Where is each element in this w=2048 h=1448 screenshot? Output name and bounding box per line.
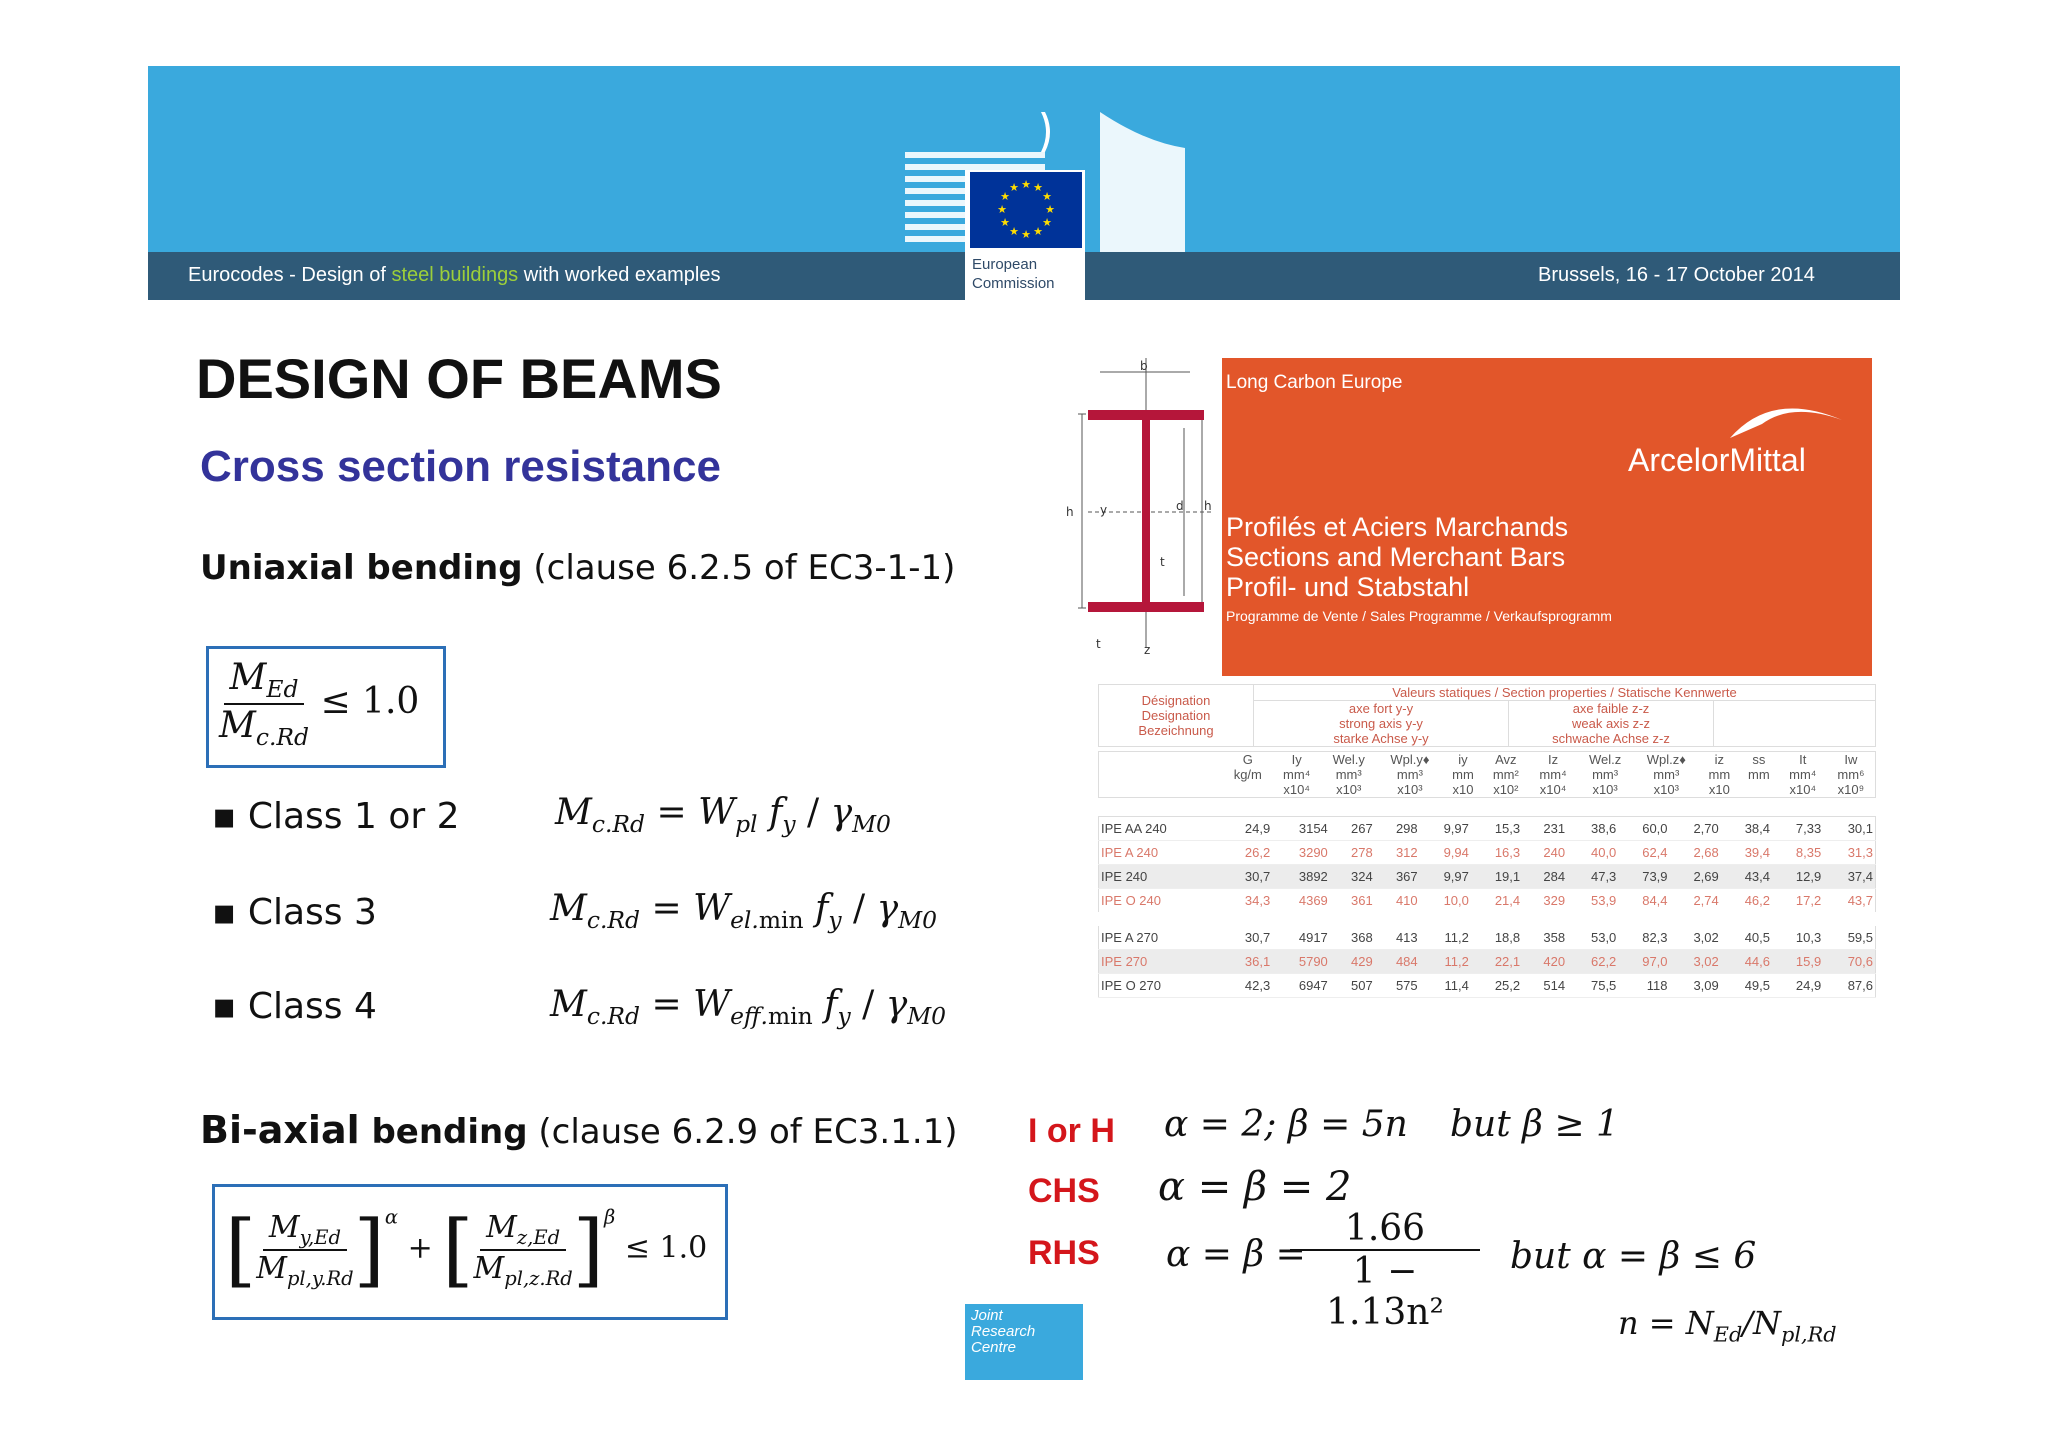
table-cell: IPE A 240: [1099, 841, 1222, 865]
data-table: [1098, 816, 1876, 998]
class-3-label: ▪ Class 3: [212, 892, 377, 933]
table-cell: 3892: [1272, 865, 1330, 889]
table-cell: 31,3: [1823, 841, 1875, 865]
table-cell: 62,2: [1567, 950, 1618, 974]
table-cell: 43,7: [1823, 889, 1875, 920]
table-mult-cell: x10: [1452, 782, 1474, 797]
table-cols-cell: G: [1242, 752, 1253, 767]
svg-text:z: z: [1144, 643, 1151, 657]
cover-line-3: Profil- und Stabstahl: [1226, 572, 1470, 602]
table-cell: 37,4: [1823, 865, 1875, 889]
table-cell: 324: [1330, 865, 1375, 889]
table-cell: 413: [1375, 919, 1420, 950]
units-table: [1098, 751, 1876, 798]
svg-text:★: ★: [997, 203, 1007, 216]
table-row: [1099, 889, 1876, 920]
table-cell: 97,0: [1618, 950, 1669, 974]
table-cell: 8,35: [1772, 841, 1823, 865]
case-i-h-formula: α = 2; β = 5n: [1164, 1104, 1408, 1145]
table-cols-cell: Wpl.z♦: [1646, 752, 1686, 767]
svg-text:★: ★: [1021, 178, 1031, 191]
cover-line-4: Programme de Vente / Sales Programme / Verkaufsprogramm: [1226, 608, 1612, 624]
table-cols-cell: iy: [1458, 752, 1468, 767]
svg-text:b: b: [1140, 359, 1148, 373]
table-cell: 284: [1522, 865, 1567, 889]
table-cell: 36,1: [1221, 950, 1272, 974]
table-units-cell: kg/m: [1233, 767, 1262, 782]
table-cell: 75,5: [1567, 974, 1618, 998]
table-cell: IPE O 240: [1099, 889, 1222, 920]
svg-text:d: d: [1176, 499, 1184, 513]
table-units-cell: mm⁴: [1539, 767, 1567, 782]
table-cell: 40,0: [1567, 841, 1618, 865]
page-title: DESIGN OF BEAMS: [196, 347, 722, 410]
table-cell: 24,9: [1221, 817, 1272, 841]
table-cell: 24,9: [1772, 974, 1823, 998]
table-units-cell: mm: [1708, 767, 1731, 782]
table-cell: 10,0: [1420, 889, 1471, 920]
column-units: [1099, 767, 1876, 782]
table-cell: 367: [1375, 865, 1420, 889]
table-cell: 3,02: [1670, 950, 1721, 974]
header-left-text: Eurocodes - Design of steel buildings with worked examples: [188, 264, 721, 286]
table-cell: 507: [1330, 974, 1375, 998]
eu-flag-icon: [970, 172, 1082, 248]
table-cell: 2,69: [1670, 865, 1721, 889]
table-cols-cell: Avz: [1495, 752, 1517, 767]
table-mult-cell: [1739, 782, 1779, 798]
table-mult-cell: [1223, 782, 1273, 798]
table-cell: 30,1: [1823, 817, 1875, 841]
table-mult-cell: x10²: [1493, 782, 1519, 797]
table-cell: 17,2: [1772, 889, 1823, 920]
table-cell: 575: [1375, 974, 1420, 998]
table-cell: IPE A 270: [1099, 919, 1222, 950]
table-row: [1099, 974, 1876, 998]
svg-text:h: h: [1066, 505, 1074, 519]
table-cell: 231: [1522, 817, 1567, 841]
table-cell: 70,6: [1823, 950, 1875, 974]
table-cell: IPE 270: [1099, 950, 1222, 974]
table-mult-cell: x10³: [1397, 782, 1423, 797]
table-mult-cell: x10⁴: [1539, 782, 1567, 797]
table-cell: 19,1: [1471, 865, 1522, 889]
column-multipliers: [1099, 782, 1876, 798]
table-cell: 60,0: [1618, 817, 1669, 841]
table-cell: 44,6: [1721, 950, 1772, 974]
table-cell: 18,8: [1471, 919, 1522, 950]
cover-line-2: Sections and Merchant Bars: [1226, 542, 1566, 572]
table-cell: 484: [1375, 950, 1420, 974]
table-units-cell: mm: [1748, 767, 1770, 782]
table-cell: 3290: [1272, 841, 1330, 865]
svg-text:★: ★: [1000, 216, 1010, 229]
table-units-cell: mm³: [1592, 767, 1619, 782]
table-cell: 4369: [1272, 889, 1330, 920]
page-subtitle: Cross section resistance: [200, 442, 721, 491]
cover-top-text: Long Carbon Europe: [1226, 372, 1403, 393]
ec-label-2: Commission: [972, 275, 1055, 292]
svg-text:★: ★: [1042, 216, 1052, 229]
table-cell: 9,97: [1420, 865, 1471, 889]
table-cell: 10,3: [1772, 919, 1823, 950]
table-cell: 420: [1522, 950, 1567, 974]
table-units-cell: mm: [1452, 767, 1474, 782]
table-cols-cell: ss: [1752, 752, 1766, 767]
table-cell: 11,2: [1420, 950, 1471, 974]
table-cell: 46,2: [1721, 889, 1772, 920]
case-rhs-label: RHS: [1028, 1234, 1100, 1272]
table-cell: 429: [1330, 950, 1375, 974]
table-cell: 4917: [1272, 919, 1330, 950]
case-rhs-formula: α = β =: [1166, 1234, 1306, 1275]
table-cell: 15,9: [1772, 950, 1823, 974]
svg-text:★: ★: [1033, 181, 1043, 194]
table-cell: IPE AA 240: [1099, 817, 1222, 841]
table-cols-cell: Wel.y: [1332, 752, 1365, 767]
table-cell: 3154: [1272, 817, 1330, 841]
strong-axis: axe fort y-y strong axis y-y starke Achse y-y: [1254, 701, 1509, 747]
table-cell: 16,3: [1471, 841, 1522, 865]
table-row: [1099, 841, 1876, 865]
table-cell: 43,4: [1721, 865, 1772, 889]
case-i-h-label: I or H: [1028, 1112, 1115, 1150]
table-cell: 9,94: [1420, 841, 1471, 865]
biaxial-criterion-box: [ $\frac{M_{y,Ed}}{M_{pl,y.Rd}}$ ]$^\alpha$ + [ $\frac{M_{z,Ed}}{M_{pl,z.Rd}}$ ]$^\beta$ ≤ 1.0: [212, 1184, 728, 1320]
table-cell: 47,3: [1567, 865, 1618, 889]
table-cell: 73,9: [1618, 865, 1669, 889]
table-cell: 2,70: [1670, 817, 1721, 841]
table-cell: 3,02: [1670, 919, 1721, 950]
uniaxial-criterion-box: $\frac{M_{Ed}}{M_{c.Rd}}$ ≤ 1.0: [206, 646, 446, 768]
uniaxial-heading: Uniaxial bending (clause 6.2.5 of EC3-1-1): [200, 548, 956, 588]
designation-cell: Désignation Designation Bezeichnung: [1099, 685, 1254, 747]
table-mult-cell: x10³: [1592, 782, 1618, 797]
table-cell: 7,33: [1772, 817, 1823, 841]
table-cell: 26,2: [1221, 841, 1272, 865]
svg-text:★: ★: [1021, 228, 1031, 241]
table-cell: 59,5: [1823, 919, 1875, 950]
svg-text:★: ★: [1045, 203, 1055, 216]
table-cell: 368: [1330, 919, 1375, 950]
class-4-formula: $M_{c.Rd} = W_{eff.min}$ $f_y / \gamma_{M0}$: [550, 984, 947, 1031]
table-units-cell: mm²: [1492, 767, 1519, 782]
table-mult-cell: x10⁹: [1837, 782, 1865, 797]
table-mult-cell: x10: [1708, 782, 1730, 797]
table-cell: 87,6: [1823, 974, 1875, 998]
table-units-cell: mm³: [1653, 767, 1680, 782]
table-cols-cell: Iz: [1547, 752, 1559, 767]
svg-text:★: ★: [1000, 190, 1010, 203]
table-cell: 12,9: [1772, 865, 1823, 889]
table-cell: 358: [1522, 919, 1567, 950]
table-cell: 11,4: [1420, 974, 1471, 998]
arcelormittal-cover: [1222, 358, 1872, 676]
table-cell: 38,6: [1567, 817, 1618, 841]
table-header: [1098, 684, 1876, 747]
class-3-formula: $M_{c.Rd} = W_{el.min}$ $f_y / \gamma_{M0}$: [550, 888, 937, 935]
table-cell: 298: [1375, 817, 1420, 841]
table-cell: 40,5: [1721, 919, 1772, 950]
table-cell: 278: [1330, 841, 1375, 865]
table-cell: 2,74: [1670, 889, 1721, 920]
svg-text:★: ★: [1009, 225, 1019, 238]
svg-text:t: t: [1096, 637, 1101, 651]
table-cell: 39,4: [1721, 841, 1772, 865]
column-symbols: [1099, 752, 1876, 768]
table-cell: 30,7: [1221, 865, 1272, 889]
table-mult-cell: x10³: [1653, 782, 1679, 797]
svg-text:t: t: [1160, 555, 1165, 569]
table-cols-cell: Iy: [1291, 752, 1302, 767]
table-cols-cell: iz: [1714, 752, 1725, 767]
table-cell: 53,0: [1567, 919, 1618, 950]
case-rhs-extra: but α = β ≤ 6: [1510, 1236, 1757, 1277]
class-1-2-label: ▪ Class 1 or 2: [212, 796, 460, 837]
table-cell: 84,4: [1618, 889, 1669, 920]
table-cell: 3,09: [1670, 974, 1721, 998]
table-cell: IPE O 270: [1099, 974, 1222, 998]
table-cell: 30,7: [1221, 919, 1272, 950]
table-units-cell: mm⁴: [1283, 767, 1311, 782]
table-units-cell: mm⁶: [1837, 767, 1865, 782]
table-title: Valeurs statiques / Section properties / Statische Kennwerte: [1254, 685, 1876, 701]
table-cell: 312: [1375, 841, 1420, 865]
weak-axis: axe faible z-z weak axis z-z schwache Achse z-z: [1509, 701, 1714, 747]
table-cell: 514: [1522, 974, 1567, 998]
arcelor-logo-icon: [1722, 384, 1848, 444]
table-mult-cell: x10³: [1336, 782, 1362, 797]
table-mult-cell: x10⁴: [1789, 782, 1817, 797]
svg-text:y: y: [1100, 503, 1108, 517]
table-cell: 9,97: [1420, 817, 1471, 841]
table-row: [1099, 817, 1876, 841]
table-cell: 5790: [1272, 950, 1330, 974]
table-mult-cell: x10⁴: [1283, 782, 1310, 797]
table-cell: 25,2: [1471, 974, 1522, 998]
table-cell: 240: [1522, 841, 1567, 865]
table-cell: 118: [1618, 974, 1669, 998]
i-beam-diagram: [1064, 358, 1222, 658]
table-cell: 34,3: [1221, 889, 1272, 920]
case-chs-formula: α = β = 2: [1158, 1164, 1352, 1210]
ec-label-1: European: [972, 256, 1038, 273]
table-cell: 21,4: [1471, 889, 1522, 920]
n-definition: $n = N_{Ed}/N_{pl,Rd}$: [1618, 1304, 1837, 1347]
table-cell: 15,3: [1471, 817, 1522, 841]
class-4-label: ▪ Class 4: [212, 986, 377, 1027]
table-cell: 2,68: [1670, 841, 1721, 865]
table-cell: 329: [1522, 889, 1567, 920]
case-rhs-fraction: 1.66 1 − 1.13n²: [1290, 1208, 1480, 1333]
table-units-cell: mm³: [1396, 767, 1423, 782]
table-cols-cell: Wel.z: [1588, 752, 1622, 767]
table-cols-cell: Wpl.y♦: [1390, 752, 1430, 767]
table-cell: 38,4: [1721, 817, 1772, 841]
svg-text:★: ★: [1009, 181, 1019, 194]
table-cell: 53,9: [1567, 889, 1618, 920]
table-cell: 6947: [1272, 974, 1330, 998]
cover-line-1: Profilés et Aciers Marchands: [1226, 512, 1569, 542]
jrc-logo: Joint Research Centre: [965, 1304, 1083, 1380]
class-1-2-formula: $M_{c.Rd} = W_{pl}$ $f_y / \gamma_{M0}$: [555, 792, 891, 839]
svg-text:h: h: [1204, 499, 1212, 513]
biaxial-heading: Bi-axial bending (clause 6.2.9 of EC3.1.1): [200, 1108, 958, 1152]
table-cell: 62,4: [1618, 841, 1669, 865]
table-cell: 361: [1330, 889, 1375, 920]
svg-text:★: ★: [1042, 190, 1052, 203]
table-row: [1099, 950, 1876, 974]
table-row: [1099, 865, 1876, 889]
table-units-cell: mm³: [1335, 767, 1362, 782]
case-chs-label: CHS: [1028, 1172, 1100, 1210]
table-cols-cell: It: [1799, 752, 1807, 767]
header-date: Brussels, 16 - 17 October 2014: [1538, 264, 1815, 286]
table-cell: 267: [1330, 817, 1375, 841]
table-cell: 49,5: [1721, 974, 1772, 998]
table-units-cell: mm⁴: [1789, 767, 1817, 782]
section-properties-table: [1098, 684, 1876, 998]
table-cols-cell: Iw: [1844, 752, 1858, 767]
table-cell: IPE 240: [1099, 865, 1222, 889]
table-cell: 22,1: [1471, 950, 1522, 974]
table-cell: 410: [1375, 889, 1420, 920]
table-row: [1099, 919, 1876, 950]
table-cell: 11,2: [1420, 919, 1471, 950]
table-cell: 42,3: [1221, 974, 1272, 998]
case-i-h-extra: but β ≥ 1: [1450, 1104, 1619, 1145]
svg-text:★: ★: [1033, 225, 1043, 238]
table-cell: 82,3: [1618, 919, 1669, 950]
cover-brand: ArcelorMittal: [1628, 442, 1806, 478]
